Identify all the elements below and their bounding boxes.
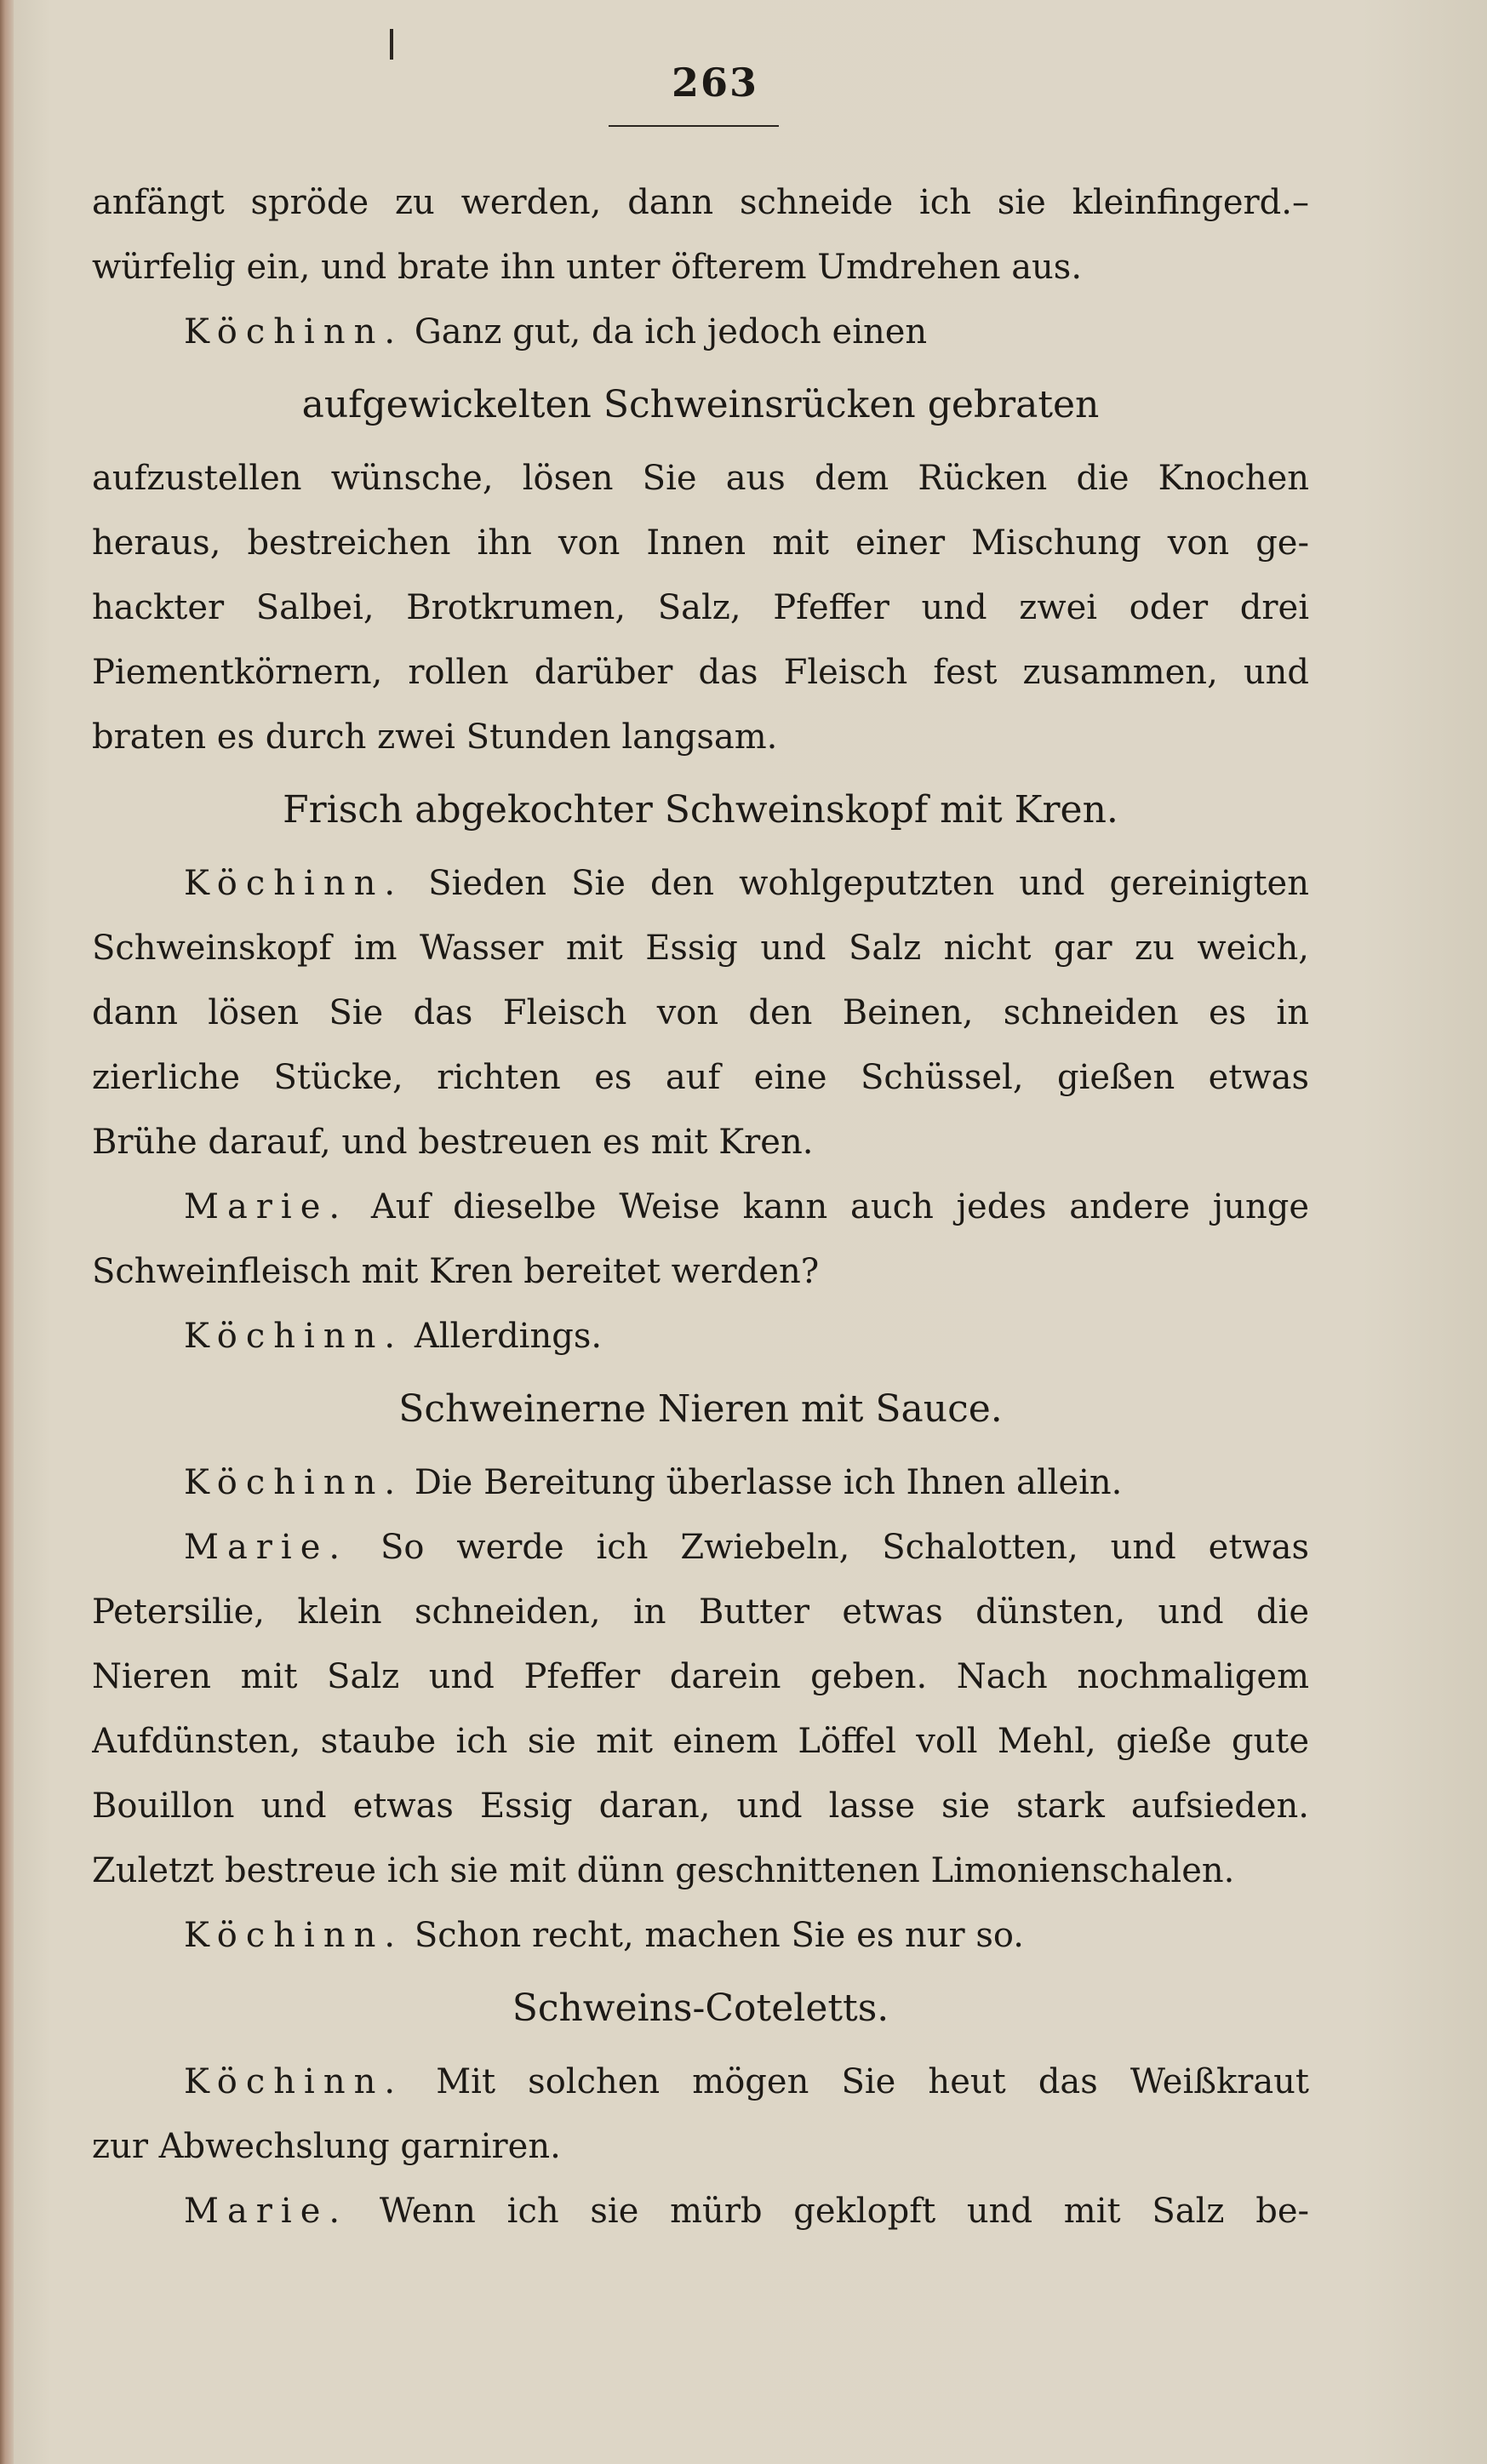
speaker-label: Marie. bbox=[184, 1528, 349, 1567]
text-line: hackter Salbei, Brotkrumen, Salz, Pfeffer und zwei oder drei bbox=[92, 588, 1309, 627]
text-line: zierliche Stücke, richten es auf eine Schüssel, gießen etwas bbox=[92, 1058, 1309, 1097]
text-line: würfelig ein, und brate ihn unter öfterem Umdrehen aus. bbox=[92, 248, 1083, 287]
text-line: Zuletzt bestreue ich sie mit dünn geschnittenen Limonienschalen. bbox=[92, 1851, 1235, 1890]
speaker-label: Köchinn. bbox=[184, 1463, 404, 1502]
dialogue-text: Schon recht, machen Sie es nur so. bbox=[414, 1916, 1024, 1955]
recipe-heading: Frisch abgekochter Schweinskopf mit Kren. bbox=[283, 788, 1118, 832]
recipe-heading: aufgewickelten Schweinsrücken gebraten bbox=[301, 383, 1100, 426]
speaker-label: Köchinn. bbox=[184, 2062, 404, 2101]
dialogue-line bbox=[92, 300, 1309, 364]
speaker-label: Marie. bbox=[184, 2192, 349, 2231]
text-line: aufzustellen wünsche, lösen Sie aus dem Rücken die Knochen bbox=[92, 459, 1309, 498]
speaker-label: Köchinn. bbox=[184, 1317, 404, 1356]
dialogue-text: Mit solchen mögen Sie heut das Weißkraut bbox=[436, 2062, 1309, 2101]
text-line: Bouillon und etwas Essig daran, und lasse sie stark aufsieden. bbox=[92, 1787, 1309, 1826]
text-line: Petersilie, klein schneiden, in Butter etwas dünsten, und die bbox=[92, 1592, 1309, 1632]
dialogue-line bbox=[92, 2179, 1309, 2244]
text-line: Nieren mit Salz und Pfeffer darein geben. Nach nochmaligem bbox=[92, 1657, 1309, 1696]
page-number: 263 bbox=[671, 60, 759, 106]
text-line: Aufdünsten, staube ich sie mit einem Löffel voll Mehl, gieße gute bbox=[92, 1722, 1309, 1761]
page-edge bbox=[0, 0, 14, 2464]
dialogue-line bbox=[92, 1175, 1309, 1239]
dialogue-text: Allerdings. bbox=[414, 1317, 603, 1356]
dialogue-text: Sieden Sie den wohlgeputzten und gereinigten bbox=[428, 864, 1309, 903]
text-line: dann lösen Sie das Fleisch von den Beinen, schneiden es in bbox=[92, 993, 1309, 1032]
text-line: heraus, bestreichen ihn von Innen mit einer Mischung von ge- bbox=[92, 523, 1309, 563]
text-line: Brühe darauf, und bestreuen es mit Kren. bbox=[92, 1123, 814, 1162]
dialogue-line bbox=[92, 1903, 1309, 1968]
dialogue-text: Auf dieselbe Weise kann auch jedes andere junge bbox=[370, 1187, 1309, 1226]
dialogue-text: Die Bereitung überlasse ich Ihnen allein. bbox=[414, 1463, 1123, 1502]
speaker-label: Köchinn. bbox=[184, 1916, 404, 1955]
dialogue-line bbox=[92, 1515, 1309, 1580]
speaker-label: Marie. bbox=[184, 1187, 349, 1226]
text-line: anfängt spröde zu werden, dann schneide ich sie kleinfingerd.– bbox=[92, 183, 1309, 222]
recipe-heading: Schweins-Coteletts. bbox=[512, 1987, 889, 2030]
margin-mark bbox=[390, 29, 393, 60]
speaker-label: Köchinn. bbox=[184, 312, 404, 352]
text-line: zur Abwechslung garniren. bbox=[92, 2127, 561, 2166]
text-line: Schweinskopf im Wasser mit Essig und Salz nicht gar zu weich, bbox=[92, 929, 1309, 968]
dialogue-line bbox=[92, 2050, 1309, 2114]
dialogue-line bbox=[92, 1304, 1309, 1369]
text-line: braten es durch zwei Stunden langsam. bbox=[92, 717, 778, 757]
text-line: Schweinfleisch mit Kren bereitet werden? bbox=[92, 1252, 820, 1291]
speaker-label: Köchinn. bbox=[184, 864, 404, 903]
dialogue-text: Ganz gut, da ich jedoch einen bbox=[414, 312, 928, 352]
page-number-rule bbox=[609, 125, 779, 127]
dialogue-line bbox=[92, 851, 1309, 916]
dialogue-text: Wenn ich sie mürb geklopft und mit Salz be- bbox=[379, 2192, 1309, 2231]
recipe-heading: Schweinerne Nieren mit Sauce. bbox=[398, 1387, 1003, 1431]
text-line: Piementkörnern, rollen darüber das Fleisch fest zusammen, und bbox=[92, 653, 1309, 692]
dialogue-line bbox=[92, 1450, 1309, 1515]
page-text bbox=[92, 170, 1309, 2244]
dialogue-text: So werde ich Zwiebeln, Schalotten, und etwas bbox=[380, 1528, 1309, 1567]
